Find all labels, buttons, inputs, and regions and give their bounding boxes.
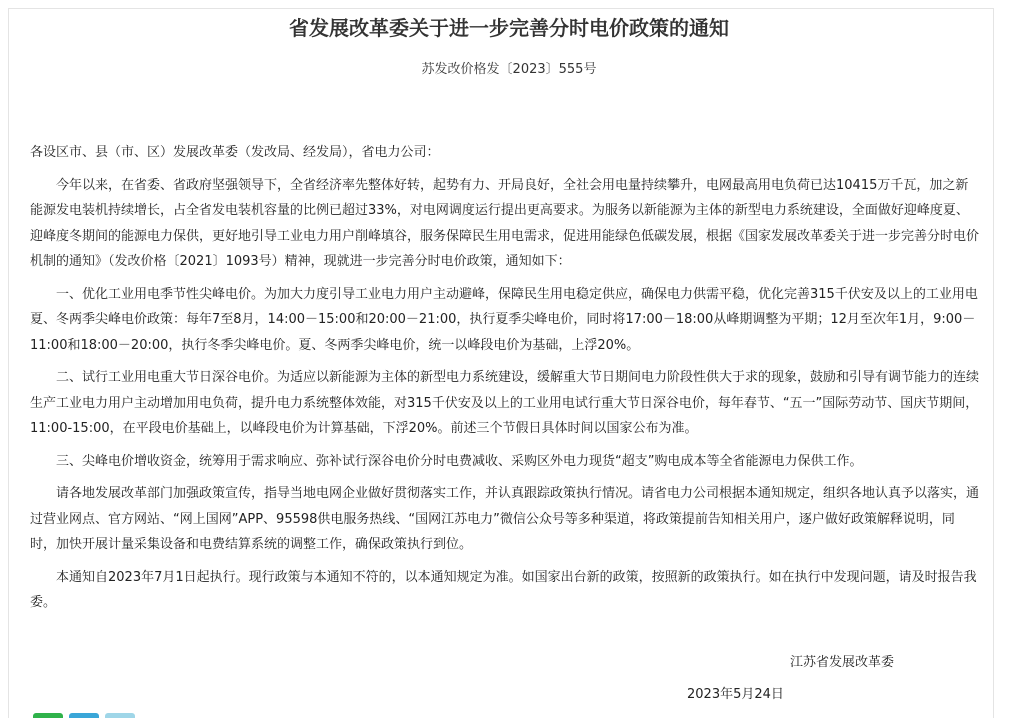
paragraph-intro: 今年以来，在省委、省政府坚强领导下，全省经济率先整体好转，起势有力、开局良好，全社会用电量持续攀升，电网最高用电负荷已达10415万千瓦，加之新能源发电装机持续增长，占全省发电装机容量的比例已超过33%，对电网调度运行提出更高要求。为服务以新能源为主体的新型电力系统建设，全面做好迎峰度夏、迎峰度冬期间的能源电力保供，更好地引导工业电力用户削峰填谷，服务保障民生用电需求，促进用能绿色低碳发展，根据《国家发展改革委关于进一步完善分时电价机制的通知》（发改价格〔2021〕1093号）精神，现就进一步完善分时电价政策，通知如下：	[30, 177, 980, 269]
paragraph-effective-date: 本通知自2023年7月1日起执行。现行政策与本通知不符的，以本通知规定为准。如国家出台新的政策，按照新的政策执行。如在执行中发现问题，请及时报告我委。	[30, 569, 977, 610]
document-body	[30, 140, 980, 623]
signature-date: 2023年5月24日	[687, 687, 784, 702]
wechat-share-icon[interactable]	[33, 713, 63, 718]
paragraph-requirements: 请各地发展改革部门加强政策宣传，指导当地电网企业做好贯彻落实工作，并认真跟踪政策执行情况。请省电力公司根据本通知规定，组织各地认真予以落实，通过营业网点、官方网站、“网上国网”APP、95598供电服务热线、“国网江苏电力”微信公众号等多种渠道，将政策提前告知相关用户，逐户做好政策解释说明，同时，加快开展计量采集设备和电费结算系统的调整工作，确保政策执行到位。	[30, 486, 980, 552]
weibo-share-icon[interactable]	[69, 713, 99, 718]
signature-organization: 江苏省发展改革委	[790, 655, 895, 670]
paragraph-item-3: 三、尖峰电价增收资金，统筹用于需求响应、弥补试行深谷电价分时电费减收、采购区外电力现货“超支”购电成本等全省能源电力保供工作。	[56, 453, 863, 469]
paragraph-item-2: 二、试行工业用电重大节日深谷电价。为适应以新能源为主体的新型电力系统建设，缓解重大节日期间电力阶段性供大于求的现象，鼓励和引导有调节能力的连续生产工业电力用户主动增加用电负荷，提升电力系统整体效能，对315千伏安及以上的工业用电试行重大节日深谷电价，每年春节、“五一”国际劳动节、国庆节期间，11:00-15:00，在平段电价基础上，以峰段电价为计算基础，下浮20%。前述三个节假日具体时间以国家公布为准。	[30, 370, 980, 436]
document-title: 省发展改革委关于进一步完善分时电价政策的通知	[289, 16, 729, 40]
qq-share-icon[interactable]	[105, 713, 135, 718]
paragraph-item-1: 一、优化工业用电季节性尖峰电价。为加大力度引导工业电力用户主动避峰，保障民生用电稳定供应，确保电力供需平稳，优化完善315千伏安及以上的工业用电夏、冬两季尖峰电价政策：每年7至8月，14:00－15:00和20:00－21:00，执行夏季尖峰电价，同时将17:00－18:00从峰期调整为平期；12月至次年1月，9:00－11:00和18:00－20:00，执行冬季尖峰电价。夏、冬两季尖峰电价，统一以峰段电价为基础，上浮20%。	[30, 286, 978, 353]
salutation: 各设区市、县（市、区）发展改革委（发改局、经发局），省电力公司：	[30, 145, 440, 160]
document-number: 苏发改价格发〔2023〕555号	[421, 62, 597, 77]
